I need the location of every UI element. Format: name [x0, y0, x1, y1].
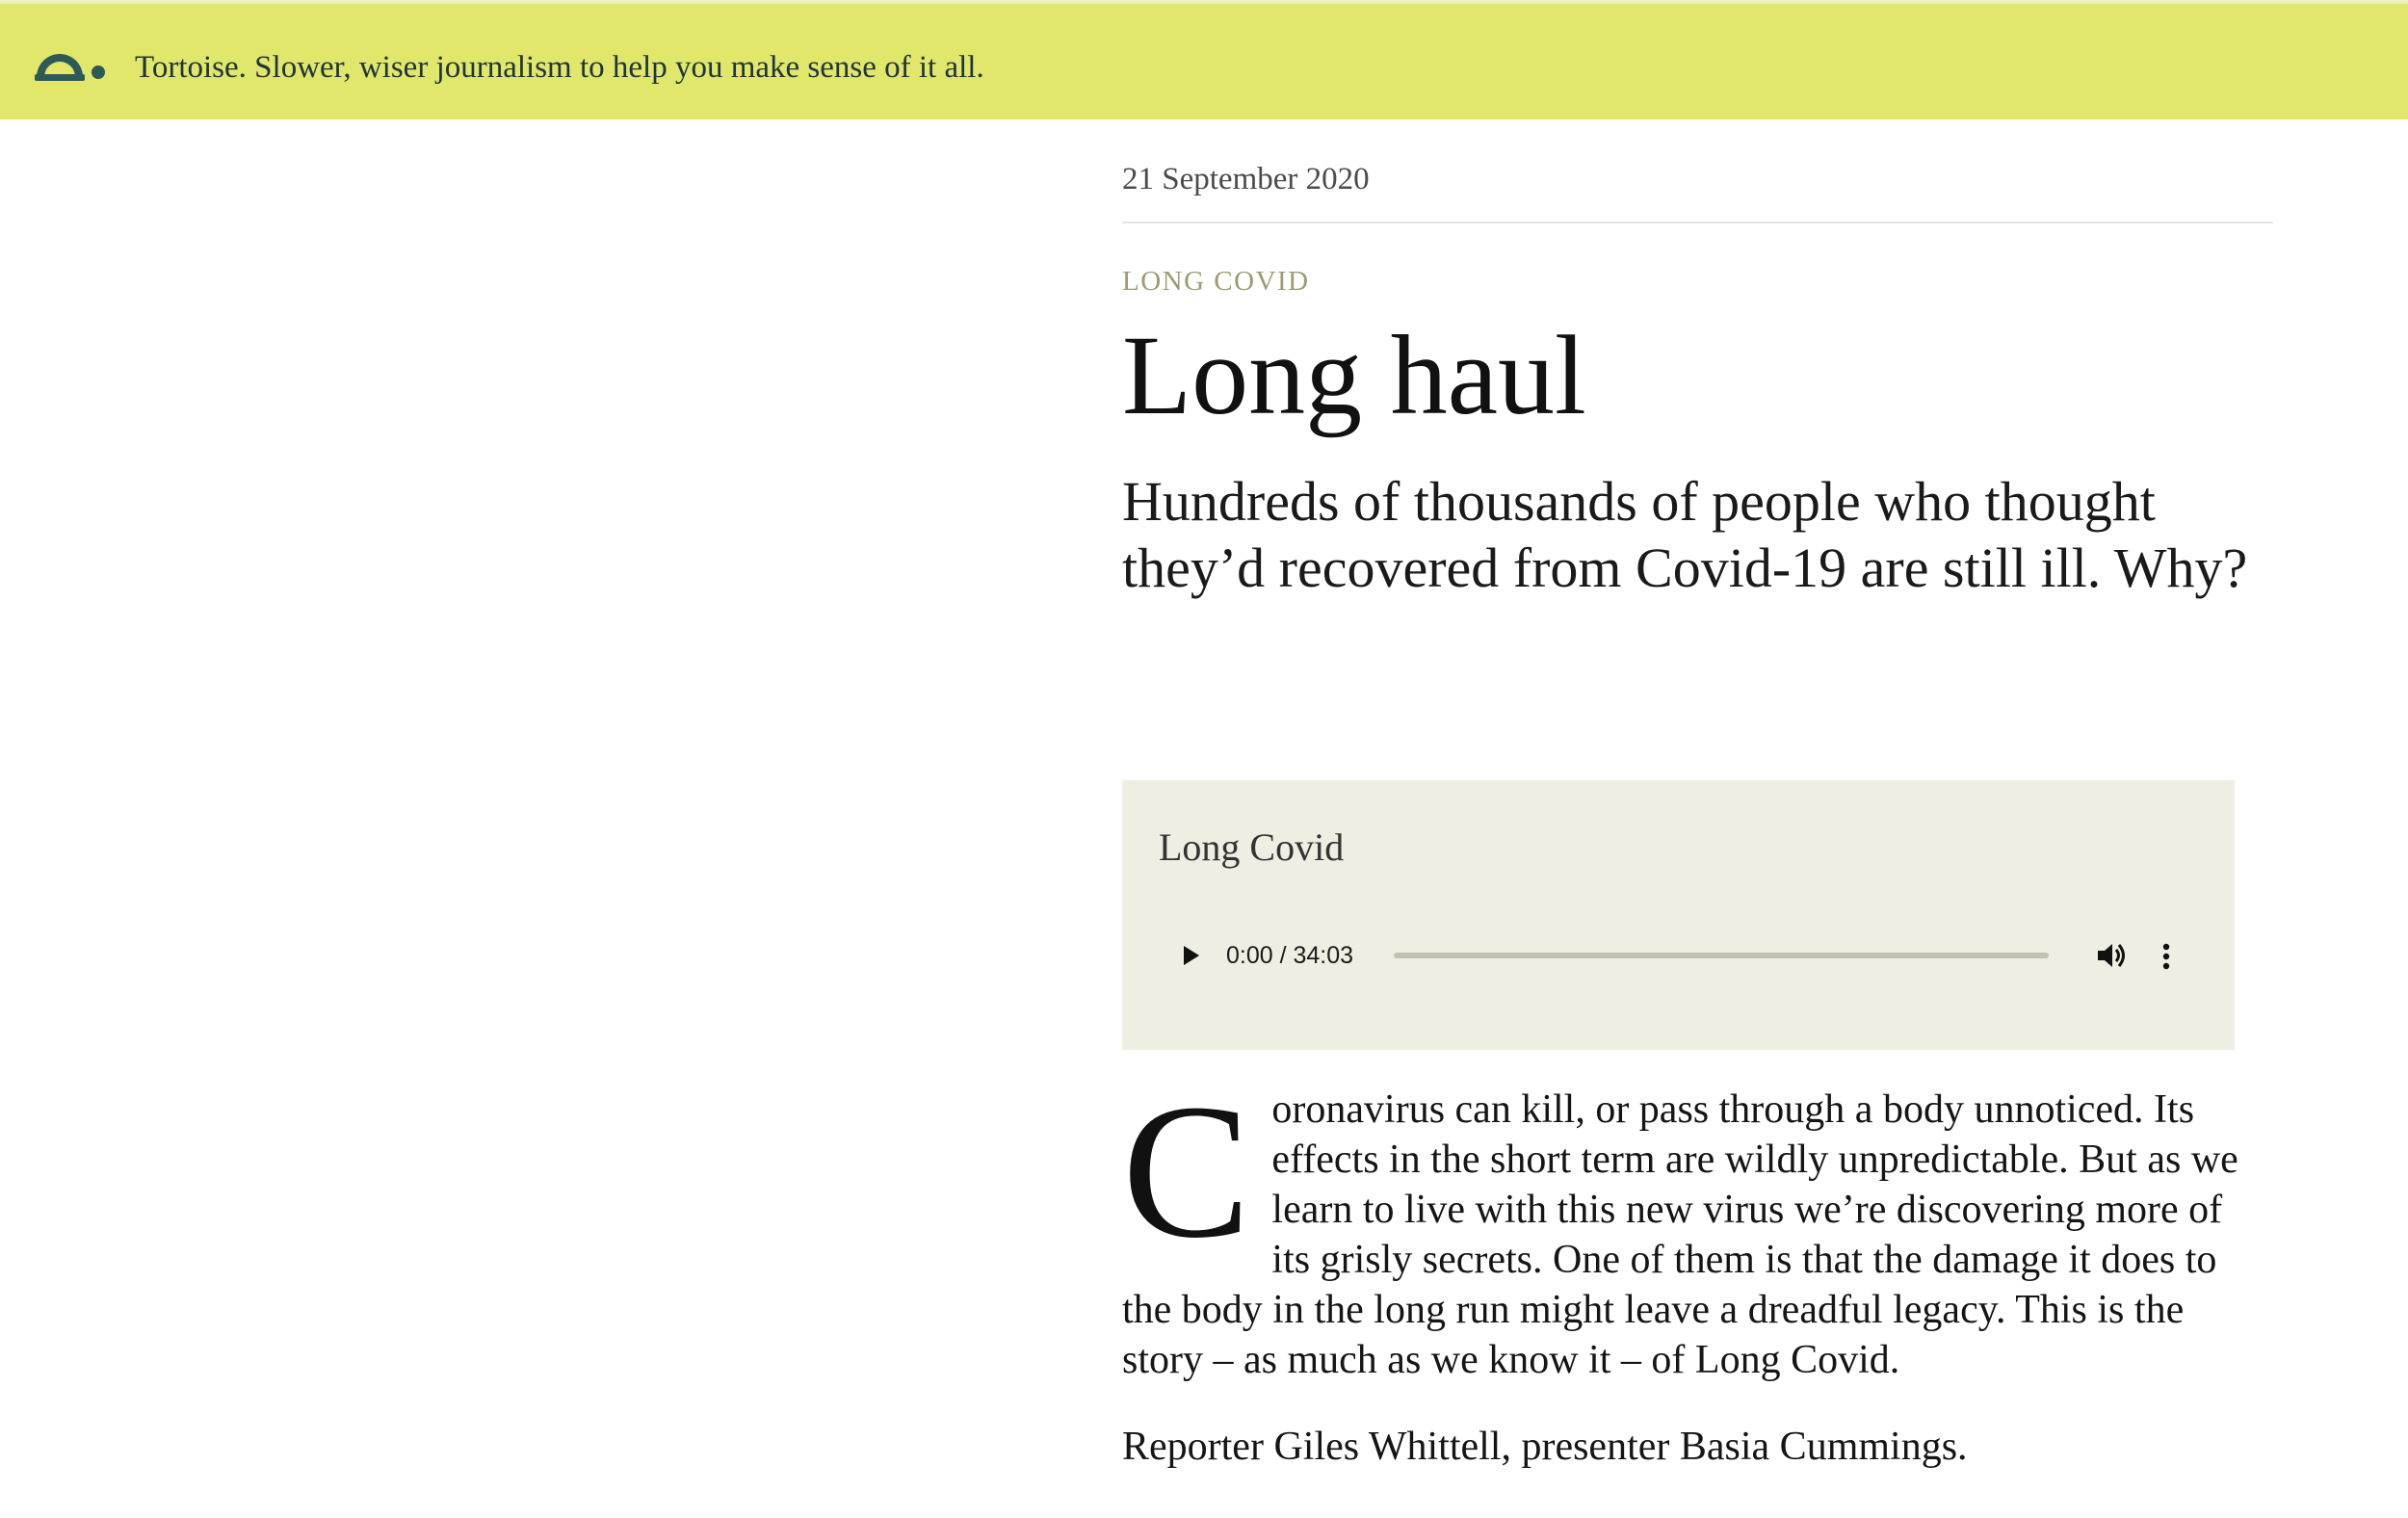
- audio-time-display: 0:00 / 34:03: [1226, 942, 1354, 969]
- volume-button[interactable]: [2090, 934, 2133, 977]
- play-button[interactable]: [1170, 934, 1213, 977]
- volume-icon: [2096, 942, 2129, 969]
- article-credits: Reporter Giles Whittell, presenter Basia Cummings.: [1122, 1425, 1968, 1469]
- article-kicker[interactable]: LONG COVID: [1122, 266, 1310, 297]
- more-options-icon: [2161, 943, 2171, 970]
- article-standfirst: Hundreds of thousands of people who thought they’d recovered from Covid-19 are still ill. Why?: [1122, 470, 2248, 599]
- audio-player-card: [1122, 780, 2235, 1050]
- banner-tagline: Tortoise. Slower, wiser journalism to help you make sense of it all.: [135, 50, 984, 85]
- tortoise-logo-icon[interactable]: [33, 48, 108, 83]
- divider: [1122, 222, 2273, 223]
- body-text: oronavirus can kill, or pass through a body unnoticed. Its effects in the short term are wildly unpredictable. But as we learn to live with this new virus we’re discovering more of its grisly secrets. One of them is that the damage it does to the body in the long run might leave a dreadful legacy. This is the story – as much as we know it – of Long Covid.: [1122, 1087, 2238, 1382]
- play-icon: [1182, 945, 1201, 966]
- drop-cap: C: [1122, 1065, 1251, 1278]
- more-options-button[interactable]: [2151, 934, 2182, 977]
- audio-controls: [1170, 934, 2201, 977]
- article-body-paragraph: [1122, 1065, 2239, 1385]
- audio-progress-bar[interactable]: [1394, 953, 2049, 958]
- article-headline: Long haul: [1122, 312, 1586, 438]
- article-date: 21 September 2020: [1122, 162, 1370, 196]
- audio-player-title: Long Covid: [1159, 825, 1345, 869]
- tortoise-banner: [0, 0, 2408, 119]
